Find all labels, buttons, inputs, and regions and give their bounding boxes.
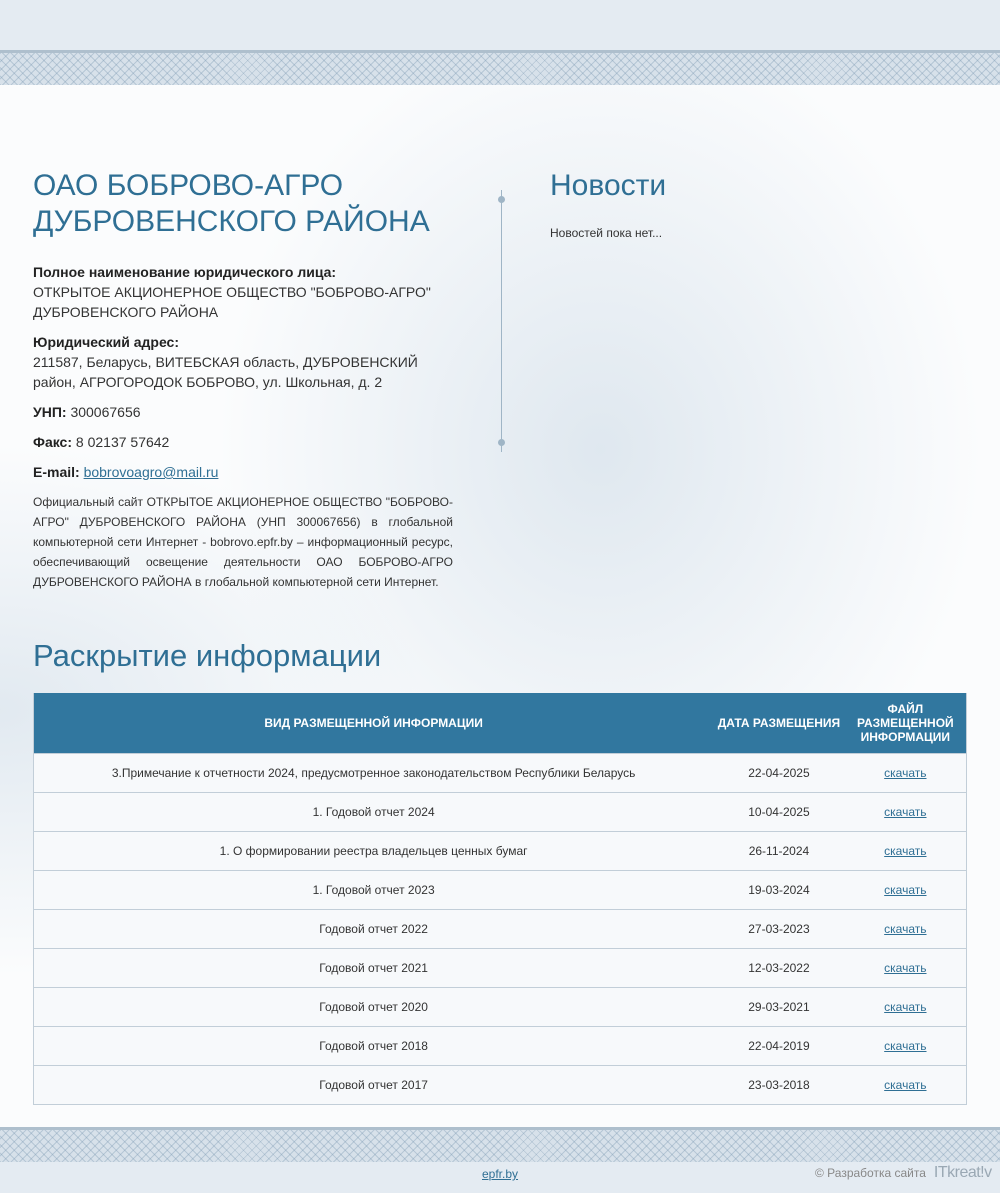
row-title: Годовой отчет 2018	[34, 1027, 714, 1066]
download-link[interactable]: скачать	[884, 766, 927, 780]
address-label: Юридический адрес:	[33, 334, 179, 350]
header-date: ДАТА РАЗМЕЩЕНИЯ	[713, 693, 844, 754]
row-file-cell	[845, 871, 967, 910]
unp-block	[33, 402, 453, 422]
row-title: Годовой отчет 2017	[34, 1066, 714, 1105]
table-row	[34, 988, 967, 1027]
row-file-cell	[845, 1066, 967, 1105]
row-file-cell	[845, 988, 967, 1027]
row-file-cell	[845, 754, 967, 793]
row-title: 1. Годовой отчет 2023	[34, 871, 714, 910]
fax-value: 8 02137 57642	[75, 434, 170, 450]
download-link[interactable]: скачать	[884, 805, 927, 819]
company-title	[33, 168, 453, 240]
footer-site-link[interactable]: epfr.by	[482, 1167, 519, 1181]
email-link[interactable]: bobrovoagro@mail.ru	[83, 464, 219, 480]
top-bar	[0, 0, 1000, 50]
fullname-block	[33, 262, 453, 322]
table-row	[34, 910, 967, 949]
table-row	[34, 1066, 967, 1105]
row-title: 1. О формировании реестра владельцев ценных бумаг	[34, 832, 714, 871]
company-info	[33, 168, 453, 592]
row-file-cell	[845, 793, 967, 832]
disclosure-table	[33, 693, 967, 1105]
unp-value: 300067656	[70, 404, 141, 420]
row-date: 23-03-2018	[713, 1066, 844, 1105]
news-title: Новости	[550, 169, 667, 202]
fax-label: Факс:	[33, 434, 73, 450]
row-title: Годовой отчет 2022	[34, 910, 714, 949]
developer-credit	[815, 1164, 992, 1182]
row-file-cell	[845, 1027, 967, 1066]
site-description: Официальный сайт ОТКРЫТОЕ АКЦИОНЕРНОЕ ОБЩЕСТВО "БОБРОВО-АГРО" ДУБРОВЕНСКОГО РАЙОНА (УНП 300067656) в глобальной компьютерной сети Интернет - bobrovo.epfr.by – информационный ресурс, обеспечивающий освещение деятельности ОАО БОБРОВО-АГРО ДУБРОВЕНСКОГО РАЙОНА в глобальной компьютерной сети Интернет.	[33, 495, 453, 589]
row-date: 22-04-2025	[713, 754, 844, 793]
table-row	[34, 871, 967, 910]
table-row	[34, 754, 967, 793]
email-block	[33, 462, 453, 482]
company-title-line2: ДУБРОВЕНСКОГО РАЙОНА	[33, 205, 430, 238]
column-divider	[501, 190, 502, 452]
address-block	[33, 332, 453, 392]
row-title: Годовой отчет 2021	[34, 949, 714, 988]
address-value: 211587, Беларусь, ВИТЕБСКАЯ область, ДУБРОВЕНСКИЙ район, АГРОГОРОДОК БОБРОВО, ул. Школьная, д. 2	[33, 354, 418, 390]
row-date: 12-03-2022	[713, 949, 844, 988]
table-row	[34, 793, 967, 832]
fullname-label: Полное наименование юридического лица:	[33, 264, 337, 280]
download-link[interactable]: скачать	[884, 883, 927, 897]
row-file-cell	[845, 832, 967, 871]
disclosure-title: Раскрытие информации	[33, 638, 382, 673]
download-link[interactable]: скачать	[884, 1078, 927, 1092]
email-label: E-mail:	[33, 464, 80, 480]
header-ornament-band	[0, 50, 1000, 88]
download-link[interactable]: скачать	[884, 1000, 927, 1014]
company-title-line1: ОАО БОБРОВО-АГРО	[33, 169, 344, 202]
table-row	[34, 1027, 967, 1066]
download-link[interactable]: скачать	[884, 922, 927, 936]
company-details	[33, 262, 453, 482]
header-info-type: ВИД РАЗМЕЩЕННОЙ ИНФОРМАЦИИ	[34, 693, 714, 754]
table-row	[34, 949, 967, 988]
credit-text: © Разработка сайта	[815, 1166, 926, 1180]
row-file-cell	[845, 910, 967, 949]
download-link[interactable]: скачать	[884, 961, 927, 975]
footer-ornament-band	[0, 1127, 1000, 1165]
news-empty-message: Новостей пока нет...	[550, 226, 663, 240]
table-header-row	[34, 693, 967, 754]
unp-label: УНП:	[33, 404, 67, 420]
row-title: 1. Годовой отчет 2024	[34, 793, 714, 832]
news-section	[550, 168, 950, 240]
table-row	[34, 832, 967, 871]
fullname-value: ОТКРЫТОЕ АКЦИОНЕРНОЕ ОБЩЕСТВО "БОБРОВО-АГРО" ДУБРОВЕНСКОГО РАЙОНА	[33, 284, 431, 320]
fax-block	[33, 432, 453, 452]
developer-logo[interactable]: ITkreat!v	[933, 1164, 992, 1181]
row-date: 22-04-2019	[713, 1027, 844, 1066]
row-title: Годовой отчет 2020	[34, 988, 714, 1027]
row-date: 29-03-2021	[713, 988, 844, 1027]
row-title: 3.Примечание к отчетности 2024, предусмотренное законодательством Республики Беларусь	[34, 754, 714, 793]
row-date: 10-04-2025	[713, 793, 844, 832]
header-file: ФАЙЛ РАЗМЕЩЕННОЙ ИНФОРМАЦИИ	[845, 693, 967, 754]
row-date: 19-03-2024	[713, 871, 844, 910]
row-file-cell	[845, 949, 967, 988]
download-link[interactable]: скачать	[884, 1039, 927, 1053]
row-date: 27-03-2023	[713, 910, 844, 949]
download-link[interactable]: скачать	[884, 844, 927, 858]
row-date: 26-11-2024	[713, 832, 844, 871]
